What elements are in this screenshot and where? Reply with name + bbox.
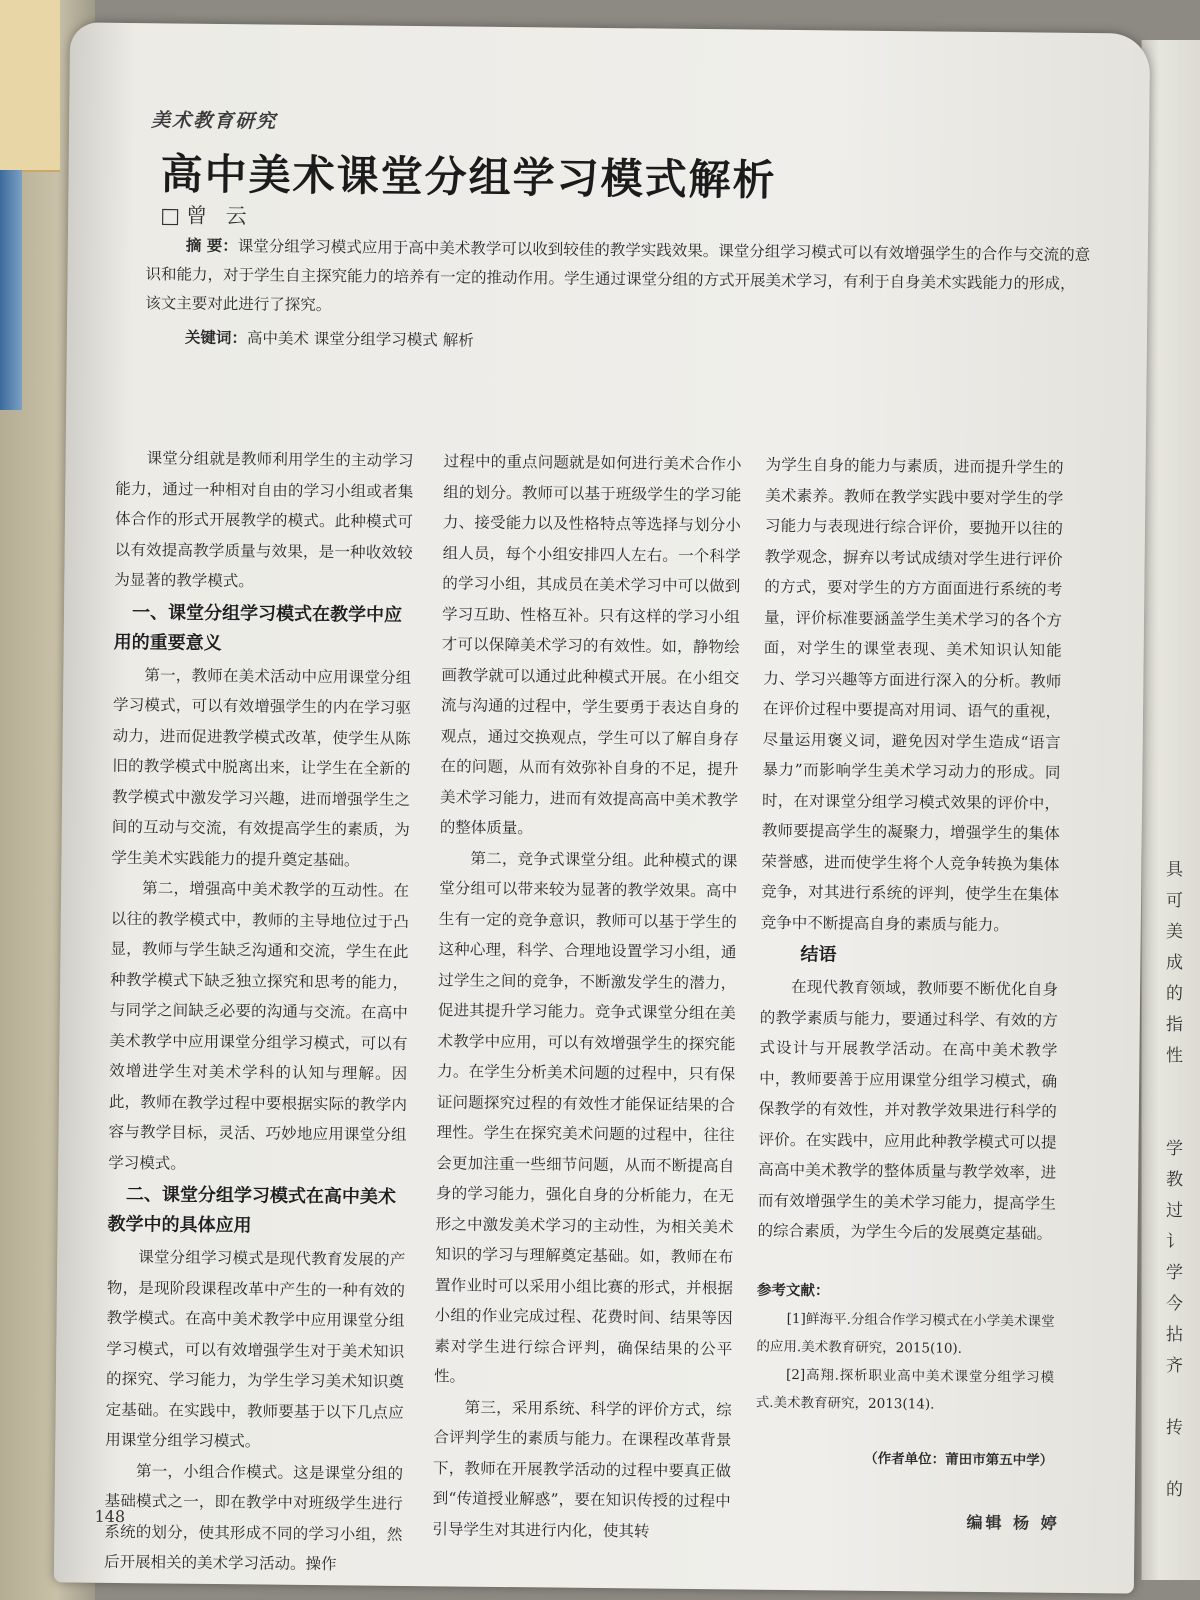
- article-title: 高中美术课堂分组学习模式解析: [160, 149, 777, 205]
- section-heading-2: 二、课堂分组学习模式在高中美术教学中的具体应用: [107, 1184, 397, 1237]
- body-column-2: [432, 446, 741, 1547]
- keywords-line: [145, 322, 1090, 362]
- editor-credit: 编辑 杨 婷: [966, 1512, 1060, 1533]
- journal-page: [54, 22, 1150, 1593]
- next-page-edge: [1141, 40, 1200, 1580]
- references-label: 参考文献：: [756, 1281, 830, 1299]
- keywords-text: 高中美术 课堂分组学习模式 解析: [246, 329, 474, 350]
- page-number: 148: [94, 1506, 126, 1527]
- reference-item: [2]高翔.探析职业高中美术课堂分组学习模式.美术教育研究，2013(14).: [755, 1366, 1055, 1413]
- paragraph: 第三，采用系统、科学的评价方式，综合评判学生的素质与能力。在课程改革背景下，教师在开展教学活动的过程中要真正做到“传道授业解惑”，要在知识传授的过程中引导学生对其进行内化，使其转: [432, 1398, 732, 1541]
- reference-item: [1]鲜海平.分组合作学习模式在小学美术课堂的应用.美术教育研究，2015(10).: [756, 1310, 1055, 1357]
- journal-series-name: 美术教育研究: [151, 109, 278, 133]
- paragraph-continued: 为学生自身的能力与素质，进而提升学生的美术素养。教师在教学实践中要对学生的学习能力与表现进行综合评价，要抛开以往的教学观念，摒弃以考试成绩对学生进行评价的方式，要对学生的方方面面进行系统的考量，评价标准要涵盖学生美术学习的各个方面，对学生的课堂表现、美术知识认知能力、学习兴趣等方面进行深入的分析。教师在评价过程中要提高对用词、语气的重视，尽量运用褒义词，避免因对学生造成“语言暴力”而影响学生美术学习动力的形成。同时，在对课堂分组学习模式效果的评价中，教师要提高学生的凝聚力，增强学生的集体荣誉感，进而使学生将个人竞争转换为集体竞争，对其进行系统的评判，使学生在集体竞争中不断提高自身的素质与能力。: [760, 455, 1064, 934]
- paragraph: 第二，增强高中美术教学的互动性。在以往的教学模式中，教师的主导地位过于凸显，教师与学生缺乏沟通和交流，学生在此种教学模式下缺乏独立探究和思考的能力，与同学之间缺乏必要的沟通与交流。在高中美术教学中应用课堂分组学习模式，可以有效增进学生对美术学科的认知与理解。因此，教师在教学过程中要根据实际的教学内容与教学目标，灵活、巧妙地应用课堂分组学习模式。: [108, 879, 410, 1173]
- paragraph: 第一，教师在美术活动中应用课堂分组学习模式，可以有效增强学生的内在学习驱动力，进而促进教学模式改革，使学生从陈旧的教学模式中脱离出来，让学生在全新的教学模式中激发学习兴趣，进而增强学生之间的互动与交流，有效提高学生的素质，为学生美术实践能力的提升奠定基础。: [111, 665, 412, 869]
- next-page-text-fragment: 具 可 美 成 的 指 性 学 教 过 讠 学 今 拈 齐 抟 的: [1166, 860, 1183, 1500]
- conclusion-heading: 结语: [800, 944, 837, 966]
- body-column-3: [755, 450, 1064, 1476]
- abstract-block: [145, 230, 1091, 362]
- paragraph: 第一，小组合作模式。这是课堂分组的基础模式之一，即在教学中对班级学生进行系统的划分，使其形成不同的学习小组，然后开展相关的美术学习活动。操作: [103, 1461, 404, 1574]
- paragraph: 课堂分组学习模式是现代教育发展的产物，是现阶段课程改革中产生的一种有效的教学模式。在高中美术教学中应用课堂分组学习模式，可以有效增强学生对于美术知识的探究、学习能力，为学生学习美术知识奠定基础。在实践中，教师要基于以下几点应用课堂分组学习模式。: [105, 1248, 406, 1451]
- intro-paragraph: 课堂分组就是教师利用学生的主动学习能力，通过一种相对自由的学习小组或者集体合作的形式开展教学的模式。此种模式可以有效提高教学质量与效果，是一种收效较为显著的教学模式。: [114, 449, 414, 591]
- desk-blue-book: [0, 170, 22, 410]
- paragraph: 第二，竞争式课堂分组。此种模式的课堂分组可以带来较为显著的教学效果。高中生有一定的竞争意识，教师可以基于学生的这种心理，科学、合理地设置学习小组，通过学生之间的竞争，不断激发学生的潜力，促进其提升学习能力。竞争式课堂分组在美术教学中应用，可以有效增强学生的探究能力。在学生分析美术问题的过程中，只有保证问题探究过程的有效性才能保证结果的合理性。学生在探究美术问题的过程中，往往会更加注重一些细节问题，从而不断提高自身的学习能力，强化自身的分析能力，在无形之中激发美术学习的主动性，为相关美术知识的学习与理解奠定基础。如，教师在布置作业时可以采用小组比赛的形式，并根据小组的作业完成过程、花费时间、结果等因素对学生进行综合评判，确保结果的公平性。: [433, 849, 738, 1386]
- keywords-label: 关键词：: [184, 327, 248, 348]
- abstract-text: 课堂分组学习模式应用于高中美术教学可以收到较佳的教学实践效果。课堂分组学习模式可以有效增强学生的合作与交流的意识和能力，对于学生自主探究能力的培养有一定的推动作用。学生通过课堂分组的方式开展美术学习，有利于自身美术实践能力的形成，该文主要对此进行了探究。: [145, 237, 1091, 315]
- section-heading-1: 一、课堂分组学习模式在教学中应用的重要意义: [113, 601, 403, 654]
- abstract-label: 摘 要：: [185, 235, 238, 256]
- paragraph: 在现代教育领域，教师要不断优化自身的教学素质与能力，要通过科学、有效的方式设计与开展教学活动。在高中美术教学中，教师要善于应用课堂分组学习模式，确保教学的有效性，并对教学效果进行科学的评价。在实践中，应用此种教学模式可以提高高中美术教学的整体质量与教学效率，进而有效增强学生的美术学习能力，提高学生的综合素质，为学生今后的发展奠定基础。: [757, 977, 1059, 1243]
- paragraph-continued: 过程中的重点问题就是如何进行美术合作小组的划分。教师可以基于班级学生的学习能力、接受能力以及性格特点等选择与划分小组人员，每个小组安排四人左右。一个科学的学习小组，其成员在美术学习中可以做到学习互助、性格互补。只有这样的学习小组才可以保障美术学习的有效性。如，静物绘画教学就可以通过此种模式开展。在小组交流与沟通的过程中，学生要勇于表达自身的观点，通过交换观点，学生可以了解自身存在的问题，从而有效弥补自身的不足，提升美术学习能力，进而有效提高高中美术教学的整体质量。: [439, 452, 742, 838]
- body-column-1: [104, 443, 414, 1581]
- article-author: □曾 云: [160, 203, 253, 229]
- author-affiliation: （作者单位：莆田市第五中学）: [864, 1450, 1054, 1469]
- desk-note-paper: [0, 0, 60, 172]
- references-block: [756, 1276, 1055, 1419]
